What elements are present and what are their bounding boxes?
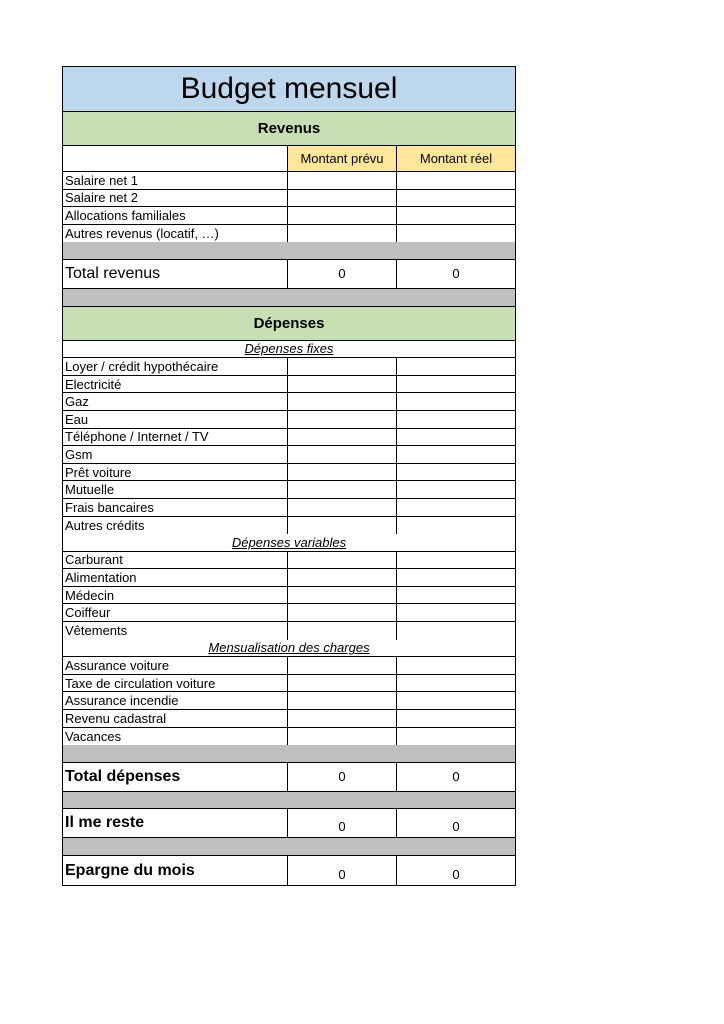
montant-reel-cell[interactable] bbox=[397, 552, 515, 569]
variables-subheader: Dépenses variables bbox=[231, 534, 347, 550]
total-revenus-prevu: 0 bbox=[288, 260, 397, 288]
col-montant-prevu: Montant prévu bbox=[288, 146, 397, 171]
montant-prevu-cell[interactable] bbox=[288, 692, 397, 709]
col-montant-reel: Montant réel bbox=[397, 146, 515, 171]
reste-row bbox=[63, 809, 515, 838]
row-label: Vacances bbox=[63, 728, 288, 746]
montant-prevu-cell[interactable] bbox=[288, 190, 397, 207]
gray-separator bbox=[63, 242, 515, 260]
revenus-section-row bbox=[63, 112, 515, 146]
total-depenses-row bbox=[63, 763, 515, 792]
row-label: Salaire net 2 bbox=[63, 190, 288, 207]
depenses-header: Dépenses bbox=[253, 314, 325, 332]
row-label: Salaire net 1 bbox=[63, 172, 288, 189]
montant-prevu-cell[interactable] bbox=[288, 393, 397, 410]
reste-prevu: 0 bbox=[288, 809, 397, 837]
epargne-label: Epargne du mois bbox=[63, 856, 288, 885]
epargne-row bbox=[63, 856, 515, 885]
row-label: Autres crédits bbox=[63, 517, 288, 535]
montant-prevu-cell[interactable] bbox=[288, 358, 397, 375]
total-depenses-prevu: 0 bbox=[288, 763, 397, 791]
montant-reel-cell[interactable] bbox=[397, 411, 515, 428]
table-row bbox=[63, 728, 515, 746]
table-row bbox=[63, 517, 515, 535]
montant-reel-cell[interactable] bbox=[397, 675, 515, 692]
table-row bbox=[63, 393, 515, 411]
table-row bbox=[63, 464, 515, 482]
montant-reel-cell[interactable] bbox=[397, 429, 515, 446]
row-label: Gsm bbox=[63, 446, 288, 463]
row-label: Assurance incendie bbox=[63, 692, 288, 709]
montant-prevu-cell[interactable] bbox=[288, 710, 397, 727]
row-label: Taxe de circulation voiture bbox=[63, 675, 288, 692]
row-label: Gaz bbox=[63, 393, 288, 410]
gray-separator bbox=[63, 792, 515, 810]
reste-label: Il me reste bbox=[63, 809, 288, 837]
row-label: Carburant bbox=[63, 552, 288, 569]
sheet-title: Budget mensuel bbox=[180, 72, 398, 105]
row-label: Alimentation bbox=[63, 569, 288, 586]
total-depenses-label: Total dépenses bbox=[63, 763, 288, 791]
table-row bbox=[63, 207, 515, 225]
revenus-items bbox=[63, 172, 515, 242]
montant-prevu-cell[interactable] bbox=[288, 429, 397, 446]
montant-prevu-cell[interactable] bbox=[288, 622, 397, 640]
montant-reel-cell[interactable] bbox=[397, 657, 515, 674]
row-label: Médecin bbox=[63, 587, 288, 604]
total-revenus-label: Total revenus bbox=[63, 260, 288, 288]
montant-prevu-cell[interactable] bbox=[288, 481, 397, 498]
row-label: Coiffeur bbox=[63, 604, 288, 621]
mensualisation-subheader-row bbox=[63, 640, 515, 658]
total-revenus-row bbox=[63, 260, 515, 289]
montant-reel-cell[interactable] bbox=[397, 376, 515, 393]
table-row bbox=[63, 692, 515, 710]
gray-separator bbox=[63, 838, 515, 856]
mensualisation-subheader: Mensualisation des charges bbox=[208, 640, 370, 656]
montant-prevu-cell[interactable] bbox=[288, 207, 397, 224]
montant-reel-cell[interactable] bbox=[397, 207, 515, 224]
montant-prevu-cell[interactable] bbox=[288, 728, 397, 746]
gray-separator bbox=[63, 289, 515, 307]
montant-reel-cell[interactable] bbox=[397, 190, 515, 207]
montant-prevu-cell[interactable] bbox=[288, 499, 397, 516]
depenses-section-row bbox=[63, 307, 515, 341]
montant-reel-cell[interactable] bbox=[397, 710, 515, 727]
montant-reel-cell[interactable] bbox=[397, 446, 515, 463]
montant-reel-cell[interactable] bbox=[397, 622, 515, 640]
montant-prevu-cell[interactable] bbox=[288, 517, 397, 535]
montant-prevu-cell[interactable] bbox=[288, 446, 397, 463]
montant-prevu-cell[interactable] bbox=[288, 172, 397, 189]
montant-reel-cell[interactable] bbox=[397, 358, 515, 375]
table-row bbox=[63, 411, 515, 429]
montant-reel-cell[interactable] bbox=[397, 604, 515, 621]
gray-separator bbox=[63, 745, 515, 763]
reste-reel: 0 bbox=[452, 819, 460, 835]
montant-reel-cell[interactable] bbox=[397, 464, 515, 481]
montant-prevu-cell[interactable] bbox=[288, 552, 397, 569]
montant-prevu-cell[interactable] bbox=[288, 411, 397, 428]
montant-prevu-cell[interactable] bbox=[288, 464, 397, 481]
revenus-header: Revenus bbox=[257, 120, 321, 137]
montant-reel-cell[interactable] bbox=[397, 692, 515, 709]
row-label: Allocations familiales bbox=[63, 207, 288, 224]
row-label: Prêt voiture bbox=[63, 464, 288, 481]
montant-prevu-cell[interactable] bbox=[288, 657, 397, 674]
row-label: Revenu cadastral bbox=[63, 710, 288, 727]
table-row bbox=[63, 190, 515, 208]
variables-subheader-row bbox=[63, 534, 515, 552]
column-header-row bbox=[63, 146, 515, 172]
table-row bbox=[63, 376, 515, 394]
table-row bbox=[63, 481, 515, 499]
table-row bbox=[63, 657, 515, 675]
total-depenses-reel: 0 bbox=[452, 769, 460, 785]
total-revenus-reel: 0 bbox=[452, 266, 460, 282]
mensualisation-items bbox=[63, 657, 515, 745]
table-row bbox=[63, 622, 515, 640]
table-row bbox=[63, 604, 515, 622]
table-row bbox=[63, 569, 515, 587]
epargne-prevu: 0 bbox=[288, 856, 397, 885]
table-row bbox=[63, 499, 515, 517]
montant-reel-cell[interactable] bbox=[397, 481, 515, 498]
montant-reel-cell[interactable] bbox=[397, 728, 515, 746]
montant-reel-cell[interactable] bbox=[397, 393, 515, 410]
table-row bbox=[63, 172, 515, 190]
montant-reel-cell[interactable] bbox=[397, 499, 515, 516]
header-label-cell bbox=[63, 146, 288, 171]
fixes-items bbox=[63, 358, 515, 534]
table-row bbox=[63, 446, 515, 464]
fixes-subheader: Dépenses fixes bbox=[244, 341, 334, 357]
montant-reel-cell[interactable] bbox=[397, 172, 515, 189]
table-row bbox=[63, 429, 515, 447]
montant-prevu-cell[interactable] bbox=[288, 376, 397, 393]
row-label: Frais bancaires bbox=[63, 499, 288, 516]
table-row bbox=[63, 675, 515, 693]
montant-prevu-cell[interactable] bbox=[288, 587, 397, 604]
title-row bbox=[63, 67, 515, 112]
row-label: Téléphone / Internet / TV bbox=[63, 429, 288, 446]
montant-prevu-cell[interactable] bbox=[288, 225, 397, 243]
fixes-subheader-row bbox=[63, 341, 515, 359]
row-label: Vêtements bbox=[63, 622, 288, 640]
budget-sheet bbox=[62, 66, 516, 886]
epargne-reel: 0 bbox=[452, 867, 460, 882]
row-label: Assurance voiture bbox=[63, 657, 288, 674]
montant-prevu-cell[interactable] bbox=[288, 604, 397, 621]
montant-reel-cell[interactable] bbox=[397, 517, 515, 535]
variables-items bbox=[63, 552, 515, 640]
table-row bbox=[63, 587, 515, 605]
table-row bbox=[63, 710, 515, 728]
montant-reel-cell[interactable] bbox=[397, 225, 515, 243]
row-label: Electricité bbox=[63, 376, 288, 393]
row-label: Mutuelle bbox=[63, 481, 288, 498]
table-row bbox=[63, 358, 515, 376]
table-row bbox=[63, 225, 515, 243]
montant-reel-cell[interactable] bbox=[397, 587, 515, 604]
montant-reel-cell[interactable] bbox=[397, 569, 515, 586]
row-label: Loyer / crédit hypothécaire bbox=[63, 358, 288, 375]
montant-prevu-cell[interactable] bbox=[288, 569, 397, 586]
row-label: Autres revenus (locatif, …) bbox=[63, 225, 288, 243]
table-row bbox=[63, 552, 515, 570]
montant-prevu-cell[interactable] bbox=[288, 675, 397, 692]
row-label: Eau bbox=[63, 411, 288, 428]
